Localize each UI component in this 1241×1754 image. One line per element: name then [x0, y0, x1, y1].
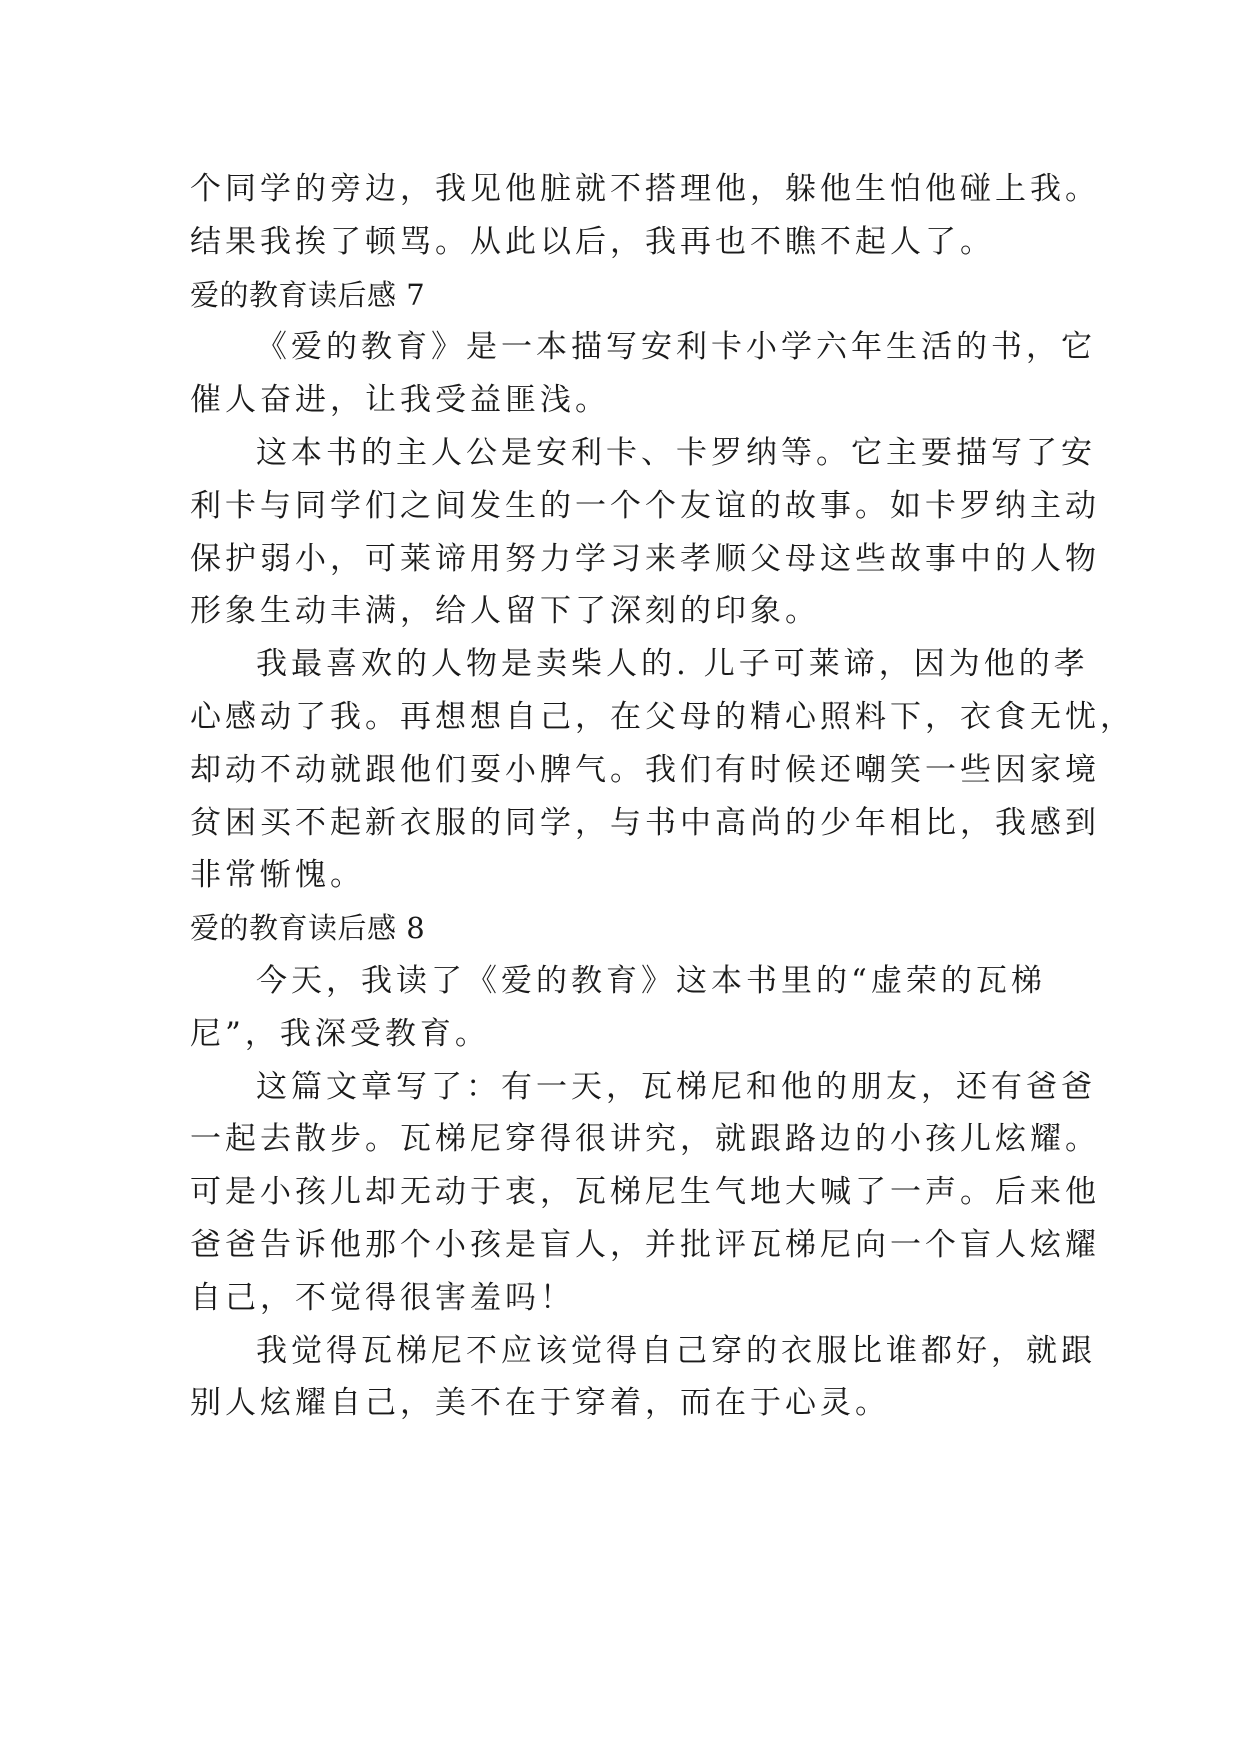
text-line: 保护弱小，可莱谛用努力学习来孝顺父母这些故事中的人物: [190, 540, 1100, 577]
text-line: 催人奋进，让我受益匪浅。: [190, 382, 610, 419]
text-line: 心感动了我。再想想自己，在父母的精心照料下，衣食无忧，: [190, 698, 1135, 735]
text-line: 利卡与同学们之间发生的一个个友谊的故事。如卡罗纳主动: [190, 487, 1100, 524]
text-line: 形象生动丰满，给人留下了深刻的印象。: [190, 593, 820, 630]
text-line: 一起去散步。瓦梯尼穿得很讲究，就跟路边的小孩儿炫耀。: [190, 1121, 1100, 1158]
text-line: 可是小孩儿却无动于衷，瓦梯尼生气地大喊了一声。后来他: [190, 1174, 1100, 1211]
text-line: 非常惭愧。: [190, 857, 365, 894]
text-line: 自己，不觉得很害羞吗！: [190, 1279, 575, 1316]
paragraph-start-line: 我觉得瓦梯尼不应该觉得自己穿的衣服比谁都好，就跟: [256, 1332, 1096, 1369]
text-line: 贫困买不起新衣服的同学，与书中高尚的少年相比，我感到: [190, 804, 1100, 841]
document-text: [190, 163, 1135, 1430]
paragraph-start-line: 我最喜欢的人物是卖柴人的. 儿子可莱谛，因为他的孝: [256, 646, 1089, 683]
paragraph-start-line: 今天，我读了《爱的教育》这本书里的“虚荣的瓦梯: [256, 962, 1046, 999]
text-line: 却动不动就跟他们耍小脾气。我们有时候还嘲笑一些因家境: [190, 751, 1100, 788]
text-line: 别人炫耀自己，美不在于穿着，而在于心灵。: [190, 1385, 890, 1422]
text-line: 尼”，我深受教育。: [190, 1015, 490, 1052]
section-heading: 爱的教育读后感 8: [190, 911, 426, 946]
section-heading: 爱的教育读后感 7: [190, 277, 426, 312]
paragraph-start-line: 这篇文章写了：有一天，瓦梯尼和他的朋友，还有爸爸: [256, 1068, 1096, 1105]
text-line: 结果我挨了顿骂。从此以后，我再也不瞧不起人了。: [190, 223, 995, 260]
paragraph-start-line: 《爱的教育》是一本描写安利卡小学六年生活的书，它: [256, 329, 1096, 366]
text-line: 爸爸告诉他那个小孩是盲人，并批评瓦梯尼向一个盲人炫耀: [190, 1226, 1100, 1263]
paragraph-start-line: 这本书的主人公是安利卡、卡罗纳等。它主要描写了安: [256, 434, 1096, 471]
text-line: 个同学的旁边，我见他脏就不搭理他，躲他生怕他碰上我。: [190, 171, 1100, 207]
